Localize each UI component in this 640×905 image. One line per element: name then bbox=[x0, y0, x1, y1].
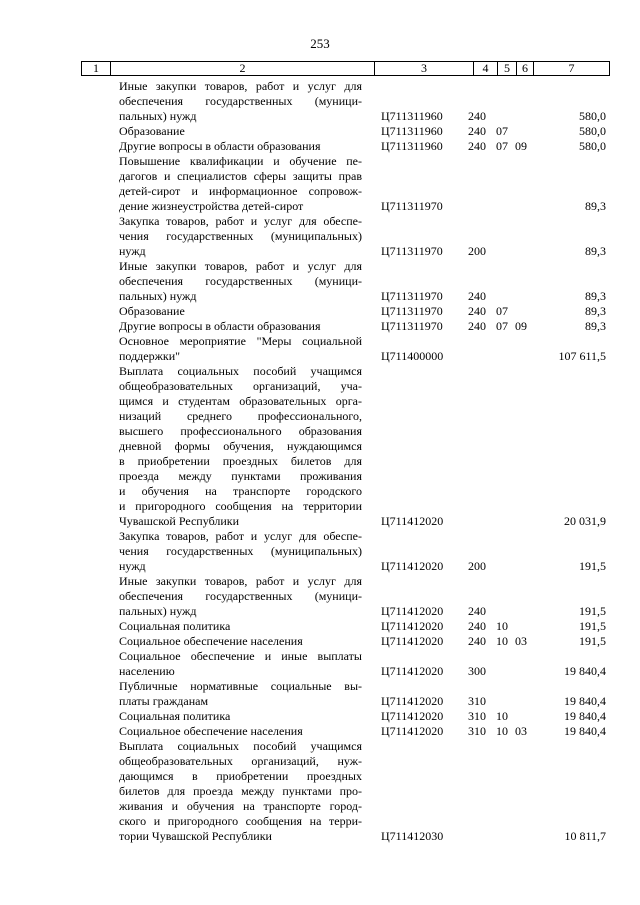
row-expense-type: 240 bbox=[468, 289, 486, 303]
row-name bbox=[119, 259, 362, 304]
row-expense-type: 240 bbox=[468, 139, 486, 153]
row-expense-type: 310 bbox=[468, 694, 486, 708]
row-code: Ц711311960 bbox=[381, 139, 443, 153]
row-code: Ц711311970 bbox=[381, 199, 443, 213]
row-name-line: общеобразовательных организаций, уча- bbox=[119, 379, 362, 393]
row-name bbox=[119, 709, 362, 724]
row-subsection: 03 bbox=[515, 634, 527, 648]
row-name-line: Социальная политика bbox=[119, 619, 231, 633]
row-name-line: Иные закупки товаров, работ и услуг для bbox=[119, 574, 362, 588]
row-expense-type: 240 bbox=[468, 109, 486, 123]
row-expense-type: 240 bbox=[468, 604, 486, 618]
row-name-line: Иные закупки товаров, работ и услуг для bbox=[119, 259, 362, 273]
table-row bbox=[0, 214, 640, 259]
row-section: 07 bbox=[496, 304, 508, 318]
row-name-line: Закупка товаров, работ и услуг для обеспе- bbox=[119, 529, 362, 543]
row-expense-type: 240 bbox=[468, 619, 486, 633]
row-name-line: дневной формы обучения, нуждающимся bbox=[119, 439, 362, 453]
row-name-line: проезда между пунктами проживания bbox=[119, 469, 362, 483]
table-row bbox=[0, 679, 640, 709]
row-name-line: живания и обучения на транспорте город- bbox=[119, 799, 362, 813]
table-row bbox=[0, 619, 640, 634]
column-header-6: 6 bbox=[517, 62, 534, 76]
row-name bbox=[119, 364, 362, 529]
table-row bbox=[0, 529, 640, 574]
row-amount: 191,5 bbox=[579, 559, 606, 573]
row-section: 10 bbox=[496, 709, 508, 723]
row-expense-type: 240 bbox=[468, 319, 486, 333]
row-name-line: пальных) нужд bbox=[119, 604, 197, 618]
table-row bbox=[0, 139, 640, 154]
row-amount: 191,5 bbox=[579, 604, 606, 618]
table-row bbox=[0, 259, 640, 304]
row-name-line: нужд bbox=[119, 559, 146, 573]
column-header-1: 1 bbox=[82, 62, 111, 76]
row-amount: 580,0 bbox=[579, 139, 606, 153]
row-section: 10 bbox=[496, 634, 508, 648]
row-amount: 10 811,7 bbox=[564, 829, 606, 843]
row-expense-type: 200 bbox=[468, 244, 486, 258]
row-name-line: дающимся в приобретении проездных bbox=[119, 769, 362, 783]
row-amount: 89,3 bbox=[585, 304, 606, 318]
row-name-line: Социальное обеспечение населения bbox=[119, 634, 303, 648]
row-section: 07 bbox=[496, 124, 508, 138]
row-amount: 191,5 bbox=[579, 619, 606, 633]
budget-table-body bbox=[0, 79, 640, 844]
row-name-line: Закупка товаров, работ и услуг для обеспе- bbox=[119, 214, 362, 228]
row-name-line: нужд bbox=[119, 244, 146, 258]
row-name bbox=[119, 649, 362, 679]
page-number: 253 bbox=[310, 36, 330, 51]
row-amount: 19 840,4 bbox=[564, 709, 606, 723]
row-section: 10 bbox=[496, 724, 508, 738]
row-code: Ц711412020 bbox=[381, 559, 444, 573]
row-name-line: Образование bbox=[119, 304, 185, 318]
row-code: Ц711311970 bbox=[381, 319, 443, 333]
row-code: Ц711412020 bbox=[381, 514, 444, 528]
row-expense-type: 240 bbox=[468, 634, 486, 648]
row-name-line: Основное мероприятие "Меры социальной bbox=[119, 334, 362, 348]
row-name-line: ского и пригородного сообщения на терри- bbox=[119, 814, 362, 828]
row-name-line: Повышение квалификации и обучение пе- bbox=[119, 154, 362, 168]
row-name-line: Публичные нормативные социальные вы- bbox=[119, 679, 362, 693]
row-name-line: Выплата социальных пособий учащимся bbox=[119, 364, 362, 378]
row-name bbox=[119, 319, 362, 334]
column-header-row bbox=[82, 62, 610, 76]
row-name-line: тории Чувашской Республики bbox=[119, 829, 272, 843]
row-code: Ц711412020 bbox=[381, 694, 444, 708]
row-subsection: 03 bbox=[515, 724, 527, 738]
row-name-line: обеспечения государственных (муници- bbox=[119, 589, 362, 603]
row-name bbox=[119, 139, 362, 154]
row-name-line: дение жизнеустройства детей-сирот bbox=[119, 199, 304, 213]
row-code: Ц711311970 bbox=[381, 244, 443, 258]
row-amount: 89,3 bbox=[585, 244, 606, 258]
row-name bbox=[119, 529, 362, 574]
row-amount: 19 840,4 bbox=[564, 664, 606, 678]
row-section: 07 bbox=[496, 139, 508, 153]
row-name-line: и обучения на транспорте городского bbox=[119, 484, 362, 498]
row-name bbox=[119, 574, 362, 619]
row-code: Ц711412020 bbox=[381, 724, 444, 738]
row-name-line: Социальное обеспечение и иные выплаты bbox=[119, 649, 362, 663]
row-expense-type: 300 bbox=[468, 664, 486, 678]
column-header-5: 5 bbox=[498, 62, 517, 76]
row-code: Ц711311960 bbox=[381, 109, 443, 123]
row-code: Ц711412020 bbox=[381, 604, 444, 618]
row-name-line: Чувашской Республики bbox=[119, 514, 240, 528]
table-row bbox=[0, 124, 640, 139]
row-expense-type: 310 bbox=[468, 709, 486, 723]
column-header-table bbox=[81, 61, 610, 76]
row-name-line: билетов для проезда между пунктами про- bbox=[119, 784, 362, 798]
row-name-line: обеспечения государственных (муници- bbox=[119, 94, 362, 108]
row-name-line: и пригородного сообщения на территории bbox=[119, 499, 362, 513]
row-name-line: Образование bbox=[119, 124, 185, 138]
row-name-line: высшего профессионального образования bbox=[119, 424, 362, 438]
row-amount: 19 840,4 bbox=[564, 694, 606, 708]
row-name bbox=[119, 154, 362, 214]
row-subsection: 09 bbox=[515, 319, 527, 333]
row-name bbox=[119, 124, 362, 139]
table-row bbox=[0, 739, 640, 844]
row-name bbox=[119, 634, 362, 649]
row-name-line: чения государственных (муниципальных) bbox=[119, 229, 362, 243]
table-row bbox=[0, 304, 640, 319]
table-row bbox=[0, 724, 640, 739]
row-name-line: Другие вопросы в области образования bbox=[119, 139, 321, 153]
row-amount: 20 031,9 bbox=[564, 514, 606, 528]
row-code: Ц711412030 bbox=[381, 829, 444, 843]
row-amount: 89,3 bbox=[585, 319, 606, 333]
row-name bbox=[119, 724, 362, 739]
row-code: Ц711412020 bbox=[381, 634, 444, 648]
row-name-line: щимся и студентам образовательных орга- bbox=[119, 394, 362, 408]
row-section: 07 bbox=[496, 319, 508, 333]
row-code: Ц711412020 bbox=[381, 664, 444, 678]
row-name-line: Иные закупки товаров, работ и услуг для bbox=[119, 79, 362, 93]
column-header-7: 7 bbox=[534, 62, 610, 76]
row-name bbox=[119, 739, 362, 844]
row-name-line: общеобразовательных организаций, нуж- bbox=[119, 754, 362, 768]
table-row bbox=[0, 334, 640, 364]
row-name bbox=[119, 619, 362, 634]
row-expense-type: 240 bbox=[468, 124, 486, 138]
column-header-2: 2 bbox=[111, 62, 375, 76]
row-code: Ц711412020 bbox=[381, 709, 444, 723]
row-amount: 580,0 bbox=[579, 124, 606, 138]
row-amount: 19 840,4 bbox=[564, 724, 606, 738]
row-name bbox=[119, 304, 362, 319]
row-code: Ц711311970 bbox=[381, 289, 443, 303]
row-amount: 191,5 bbox=[579, 634, 606, 648]
row-name-line: поддержки" bbox=[119, 349, 181, 363]
table-row bbox=[0, 709, 640, 724]
row-amount: 89,3 bbox=[585, 289, 606, 303]
row-name-line: Другие вопросы в области образования bbox=[119, 319, 321, 333]
row-expense-type: 310 bbox=[468, 724, 486, 738]
table-row bbox=[0, 574, 640, 619]
table-row bbox=[0, 154, 640, 214]
row-name bbox=[119, 214, 362, 259]
row-name-line: Выплата социальных пособий учащимся bbox=[119, 739, 362, 753]
column-header-4: 4 bbox=[474, 62, 498, 76]
row-code: Ц711412020 bbox=[381, 619, 444, 633]
row-code: Ц711400000 bbox=[381, 349, 444, 363]
row-name-line: дагогов и специалистов сферы защиты прав bbox=[119, 169, 362, 183]
row-name-line: низаций среднего профессионального, bbox=[119, 409, 362, 423]
row-amount: 107 611,5 bbox=[558, 349, 606, 363]
table-row bbox=[0, 364, 640, 529]
table-row bbox=[0, 319, 640, 334]
row-name-line: в приобретении проездных билетов для bbox=[119, 454, 362, 468]
row-expense-type: 200 bbox=[468, 559, 486, 573]
row-name-line: Социальная политика bbox=[119, 709, 231, 723]
row-name-line: пальных) нужд bbox=[119, 109, 197, 123]
row-subsection: 09 bbox=[515, 139, 527, 153]
row-name-line: платы гражданам bbox=[119, 694, 209, 708]
row-name bbox=[119, 334, 362, 364]
row-amount: 580,0 bbox=[579, 109, 606, 123]
row-code: Ц711311970 bbox=[381, 304, 443, 318]
row-name-line: чения государственных (муниципальных) bbox=[119, 544, 362, 558]
row-section: 10 bbox=[496, 619, 508, 633]
row-name-line: детей-сирот и информационное сопровож- bbox=[119, 184, 362, 198]
row-name-line: пальных) нужд bbox=[119, 289, 197, 303]
row-expense-type: 240 bbox=[468, 304, 486, 318]
row-name bbox=[119, 79, 362, 124]
table-row bbox=[0, 79, 640, 124]
row-name bbox=[119, 679, 362, 709]
row-code: Ц711311960 bbox=[381, 124, 443, 138]
row-name-line: обеспечения государственных (муници- bbox=[119, 274, 362, 288]
table-row bbox=[0, 649, 640, 679]
table-row bbox=[0, 634, 640, 649]
row-name-line: населению bbox=[119, 664, 175, 678]
row-name-line: Социальное обеспечение населения bbox=[119, 724, 303, 738]
column-header-3: 3 bbox=[375, 62, 474, 76]
row-amount: 89,3 bbox=[585, 199, 606, 213]
